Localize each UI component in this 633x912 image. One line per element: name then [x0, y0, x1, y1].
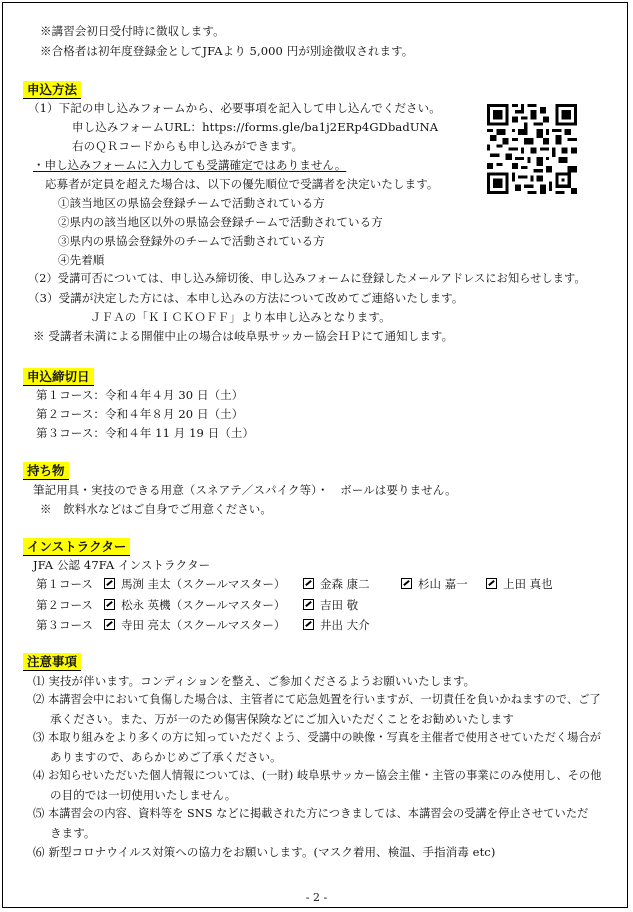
application-line: （1）下記の申し込みフォームから、必要事項を記入して申し込んでください。 — [28, 101, 441, 115]
notes-line: ありますので、あらかじめご了承ください。 — [50, 750, 282, 764]
notes-line: ⑹ 新型コロナウイルス対策への協力をお願いします。(マスク着用、検温、手指消毒 etc) — [33, 845, 496, 859]
priority-item-4: ④先着順 — [58, 253, 105, 267]
notes-line: ⑶ 本取り組みをより多くの方に知っていただくよう、受講中の映像・写真を主催者で使用させていただく場合が — [33, 731, 602, 744]
course-label: 第３コース — [36, 618, 93, 632]
instructor-name: 杉山 嘉一 — [399, 576, 468, 592]
priority-item-1: ①該当地区の県協会登録チームで活動されている方 — [58, 196, 325, 210]
priority-item-2: ②県内の該当地区以外の県協会登録チームで活動されている方 — [58, 215, 383, 229]
heading-instructors: インストラクター — [23, 538, 130, 556]
application-line: （2）受講可否については、申し込み締切後、申し込みフォームに登録したメールアドレスにお知らせします。 — [28, 272, 586, 285]
belongings-note: ※ 飲料水などはご自身でご用意ください。 — [40, 502, 272, 516]
notes-line: ⑸ 本講習会の内容、資料等を SNS などに掲載された方につきましては、本講習会の受講を停止させていただ — [33, 807, 589, 820]
belongings-line: 筆記用具・実技のできる用意（スネアテ／スパイク等）・ ボールは要りません。 — [33, 483, 457, 497]
application-line: 右のＱＲコードからも申し込みができます。 — [72, 139, 304, 153]
deadline-course-1: 第１コース：令和４年４月 30 日（土） — [36, 388, 244, 402]
instructor-name: 松永 英機（スクールマスター） — [102, 597, 285, 613]
checkbox-icon — [104, 619, 115, 630]
application-line: 応募者が定員を超えた場合は、以下の優先順位で受講者を決定いたします。 — [45, 177, 439, 191]
kickoff-line: ＪＦＡの「ＫＩＣＫＯＦＦ」より本申し込みとなります。 — [90, 310, 391, 324]
notes-line: ⑵ 本講習会中において負傷した場合は、主管者にて応急処置を行いますが、一切責任を負いかねますので、ご了 — [33, 693, 601, 706]
checkbox-icon — [486, 578, 497, 589]
heading-notes: 注意事項 — [23, 653, 81, 671]
instructor-name: 寺田 亮太（スクールマスター） — [102, 617, 285, 633]
checkbox-icon — [303, 619, 314, 630]
instructor-name: 井出 大介 — [301, 617, 370, 633]
application-line: ※ 受講者未満による開催中止の場合は岐阜県サッカー協会ＨＰにて通知します。 — [33, 329, 454, 343]
checkbox-icon — [303, 599, 314, 610]
course-label: 第１コース — [36, 577, 93, 591]
notes-line: ⑴ 実技が伴います。コンディションを整え、ご参加くださるようお願いいたします。 — [33, 674, 476, 688]
checkbox-icon — [104, 599, 115, 610]
application-warning: ・申し込みフォームに入力しても受講確定ではありません。 — [33, 158, 347, 172]
page-number: - 2 - — [305, 891, 328, 904]
heading-deadline: 申込締切日 — [23, 368, 94, 386]
notes-line: の目的では一切使用いたしません。 — [50, 788, 237, 802]
checkbox-icon — [401, 578, 412, 589]
deadline-course-3: 第３コース：令和４年 11 月 19 日（土） — [36, 426, 255, 440]
notes-line: きます。 — [50, 826, 96, 840]
notes-line: 承ください。また、万が一のため傷害保険などにご加入いただくことをお勧めいたします — [50, 712, 514, 726]
heading-application: 申込方法 — [23, 81, 81, 99]
checkbox-icon — [303, 578, 314, 589]
instructor-name: 金森 康二 — [301, 576, 370, 592]
instructor-name: 吉田 敬 — [301, 597, 358, 613]
notes-line: ⑷ お知らせいただいた個人情報については、(一財) 岐阜県サッカー協会主催・主管の事業にのみ使用し、その他 — [33, 769, 602, 782]
deadline-course-2: 第２コース：令和４年８月 20 日（土） — [36, 407, 244, 421]
intro-note-2: ※合格者は初年度登録金としてJFAより 5,000 円が別途徴収されます。 — [40, 44, 414, 58]
intro-note-1: ※講習会初日受付時に徴収します。 — [40, 24, 225, 38]
priority-item-3: ③県内の県協会登録外のチームで活動されている方 — [58, 234, 325, 248]
instructor-name: 上田 真也 — [484, 576, 553, 592]
course-label: 第２コース — [36, 598, 93, 612]
heading-belongings: 持ち物 — [23, 462, 69, 480]
qr-code — [487, 104, 577, 194]
checkbox-icon — [104, 578, 115, 589]
instructor-name: 馬渕 圭太（スクールマスター） — [102, 576, 285, 592]
form-url: 申し込みフォームURL：https://forms.gle/ba1j2ERp4GDbadUNA — [72, 120, 439, 134]
application-line: （3）受講が決定した方には、本申し込みの方法について改めてご連絡いたします。 — [28, 291, 464, 305]
instructor-subtitle: JFA 公認 47FA インストラクター — [33, 558, 211, 572]
